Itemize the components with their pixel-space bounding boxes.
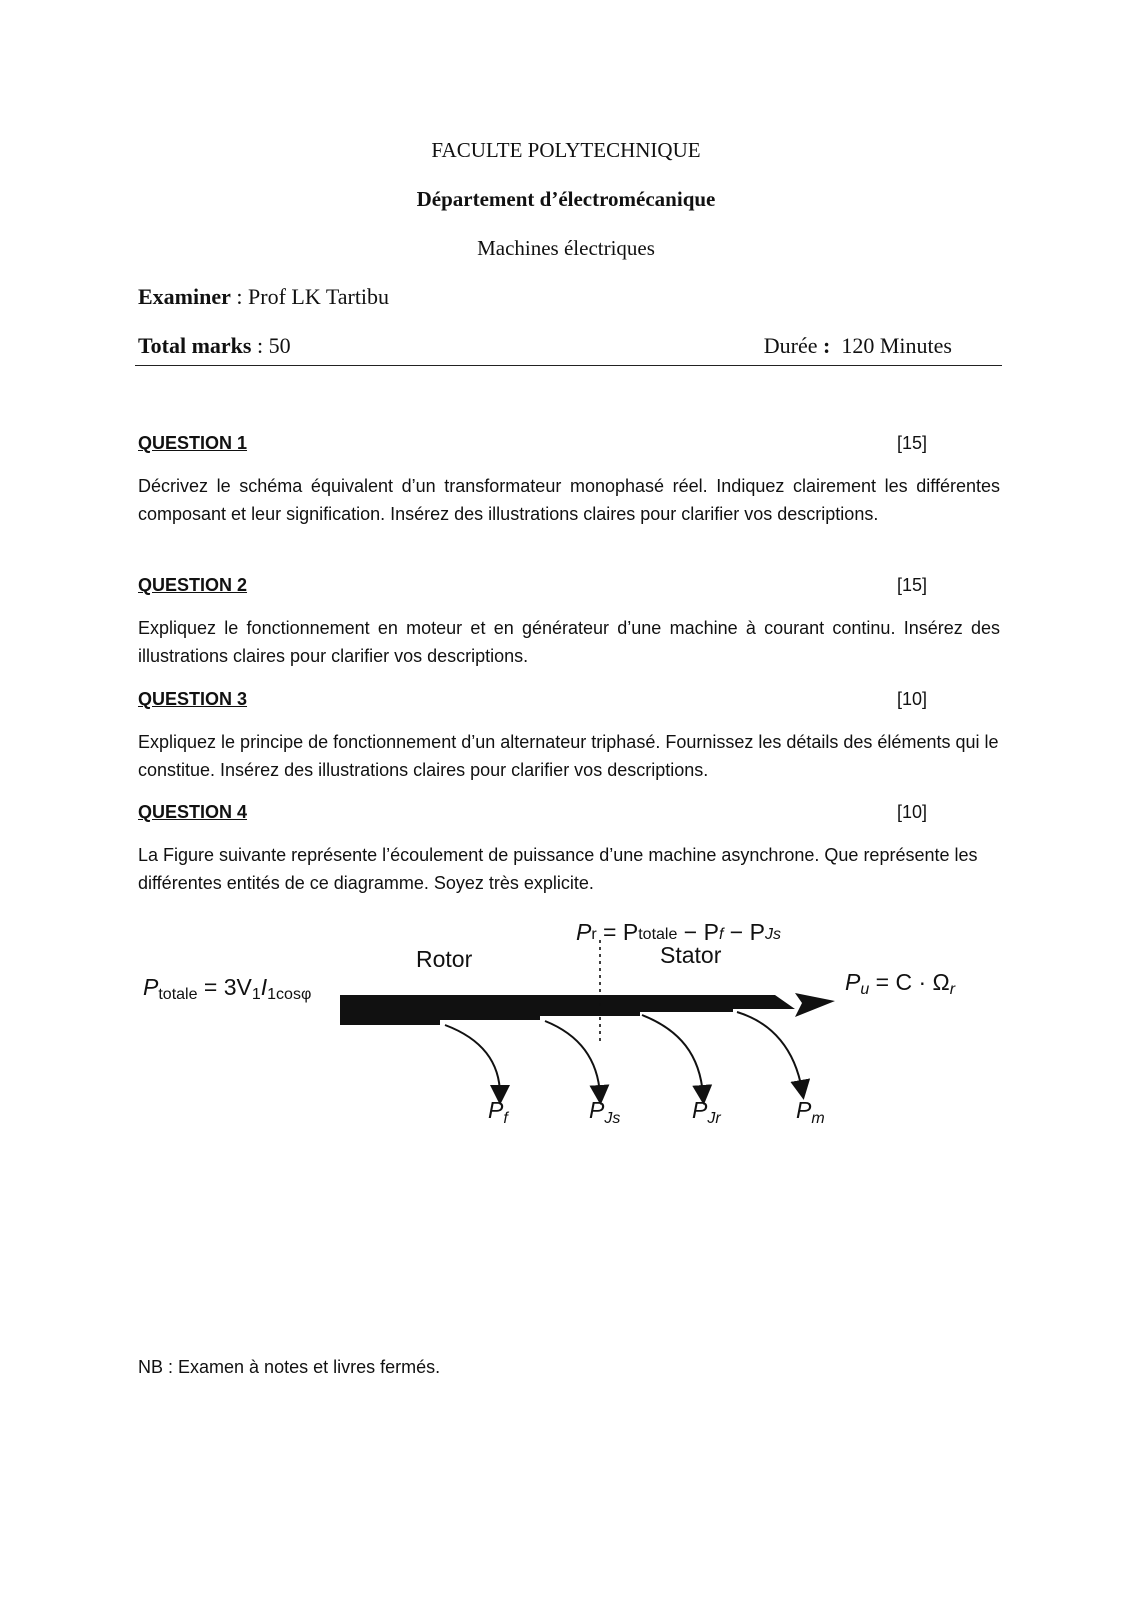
- examiner-value: : Prof LK Tartibu: [230, 284, 390, 309]
- p-r-formula: $P_r = P_{totale} - P_f - P_{Js}$: [576, 918, 781, 945]
- question-3-marks: [10]: [896, 689, 927, 709]
- power-flow-diagram: [140, 915, 980, 1165]
- examiner-line: [138, 284, 389, 310]
- p-totale-formula: Ptotale = 3V1I1cosφ: [143, 974, 312, 1003]
- total-marks-line: [138, 333, 291, 359]
- loss-arrow-pjs: [545, 1021, 600, 1095]
- question-4-text: La Figure suivante représente l’écoulement de puissance d’une machine asynchrone. Que représente les différentes entités de ce diagramme. Soyez très explicite.: [138, 845, 978, 893]
- header-divider: [135, 365, 1002, 366]
- question-4-marks: [10]: [896, 802, 927, 822]
- loss-arrow-pjr: [642, 1015, 703, 1095]
- duration-colon: :: [823, 333, 831, 358]
- p-jr-label: $P_{Jr}$: [692, 1097, 721, 1127]
- footer-note: NB : Examen à notes et livres fermés.: [138, 1357, 441, 1377]
- loss-arrow-pm: [737, 1012, 802, 1090]
- duration-label: Durée: [763, 333, 824, 358]
- question-2-text: Expliquez le fonctionnement en moteur et en générateur d’une machine à courant continu. Insérez des illustrations claires pour clarifier vos descriptions.: [138, 618, 1000, 666]
- power-bar: [340, 995, 795, 1025]
- duration-value: 120 Minutes: [830, 333, 952, 358]
- question-4-title: QUESTION 4: [138, 802, 248, 822]
- total-marks-value: : 50: [251, 333, 291, 358]
- p-f-label: $P_f$: [488, 1097, 508, 1127]
- question-1-text: Décrivez le schéma équivalent d’un transformateur monophasé réel. Indiquez clairement les différentes composant et leur signification. Insérez des illustrations claires pour clarifier vos descriptions.: [138, 476, 1000, 524]
- question-2-title: QUESTION 2: [138, 575, 248, 595]
- loss-arrow-pf: [445, 1025, 500, 1095]
- department-title: Département d’électromécanique: [416, 187, 716, 211]
- examiner-label: Examiner: [138, 284, 231, 309]
- question-3-title: QUESTION 3: [138, 689, 248, 709]
- duration-line: [764, 333, 952, 359]
- total-marks-label: Total marks: [138, 333, 252, 358]
- course-title: Machines électriques: [477, 236, 655, 260]
- question-2-marks: [15]: [896, 575, 927, 595]
- rotor-label: Rotor: [416, 946, 473, 972]
- question-1-marks: [15]: [896, 433, 927, 453]
- output-arrowhead: [795, 993, 835, 1017]
- p-m-label: $P_m$: [796, 1097, 825, 1127]
- question-1-title: QUESTION 1: [138, 433, 248, 453]
- faculty-title: FACULTE POLYTECHNIQUE: [431, 138, 701, 162]
- question-3-text: Expliquez le principe de fonctionnement d’un alternateur triphasé. Fournissez les détails des éléments qui le constitue. Insérez des illustrations claires pour clarifier vos descriptions.: [138, 732, 999, 780]
- p-js-label: $P_{Js}$: [589, 1097, 621, 1127]
- stator-label: Stator: [660, 942, 722, 968]
- p-u-formula: Pu = C · Ωr: [845, 969, 956, 998]
